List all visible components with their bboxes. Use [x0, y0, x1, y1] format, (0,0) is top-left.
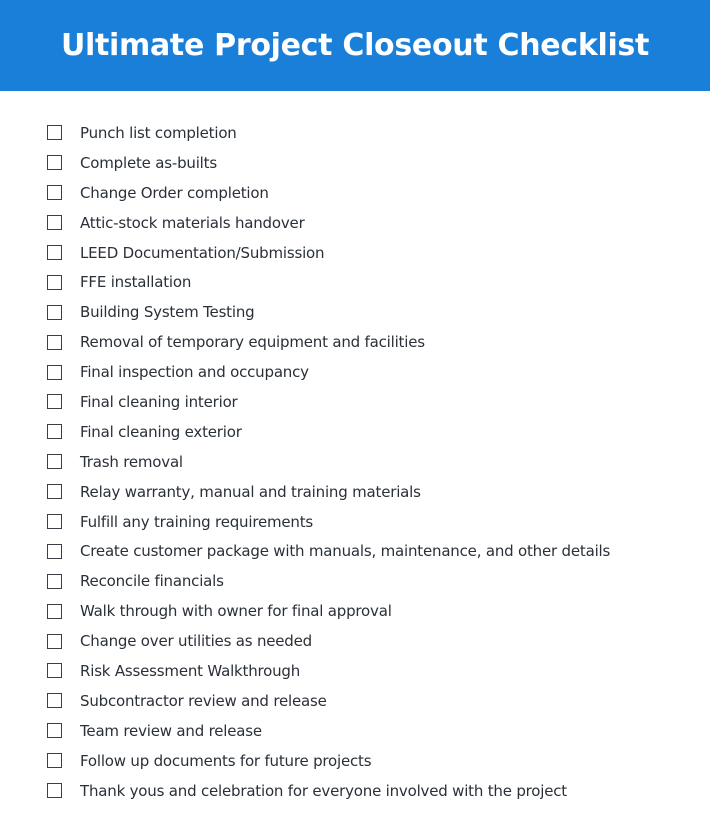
checklist-item-label: Create customer package with manuals, maintenance, and other details [80, 542, 611, 561]
checkbox[interactable] [47, 125, 62, 140]
checklist-item[interactable] [47, 297, 610, 327]
checklist-item[interactable] [47, 776, 610, 806]
checklist-item[interactable] [47, 208, 610, 238]
checkbox[interactable] [47, 783, 62, 798]
checkbox[interactable] [47, 424, 62, 439]
checklist-item[interactable] [47, 327, 610, 357]
checkbox[interactable] [47, 634, 62, 649]
checklist-item-label: Change Order completion [80, 183, 269, 202]
checklist-item-label: Complete as-builts [80, 153, 217, 172]
checklist-item-label: Team review and release [80, 721, 262, 740]
checkbox[interactable] [47, 514, 62, 529]
checklist-item[interactable] [47, 178, 610, 208]
checklist-item-label: Reconcile financials [80, 572, 224, 591]
checklist-item[interactable] [47, 536, 610, 566]
checklist-item[interactable] [47, 686, 610, 716]
checkbox[interactable] [47, 394, 62, 409]
checkbox[interactable] [47, 693, 62, 708]
checklist-item-label: Trash removal [80, 452, 183, 471]
checklist-item-label: Punch list completion [80, 123, 237, 142]
checklist-item[interactable] [47, 118, 610, 148]
checkbox[interactable] [47, 604, 62, 619]
checkbox[interactable] [47, 574, 62, 589]
checklist-item[interactable] [47, 417, 610, 447]
checklist-item-label: Fulfill any training requirements [80, 512, 314, 531]
checkbox[interactable] [47, 305, 62, 320]
checklist-item-label: Thank yous and celebration for everyone involved with the project [80, 781, 567, 800]
checkbox[interactable] [47, 185, 62, 200]
checklist-item[interactable] [47, 238, 610, 268]
checklist-item[interactable] [47, 477, 610, 507]
checklist-item-label: Change over utilities as needed [80, 632, 312, 651]
checkbox[interactable] [47, 215, 62, 230]
checklist-item[interactable] [47, 357, 610, 387]
checkbox[interactable] [47, 544, 62, 559]
checklist-item-label: Final cleaning interior [80, 392, 238, 411]
checklist-item[interactable] [47, 267, 610, 297]
checklist-item-label: Subcontractor review and release [80, 691, 327, 710]
checklist-item-label: Follow up documents for future projects [80, 751, 372, 770]
checklist-item[interactable] [47, 507, 610, 537]
checkbox[interactable] [47, 753, 62, 768]
checklist-item-label: Final cleaning exterior [80, 422, 242, 441]
checklist-item[interactable] [47, 447, 610, 477]
checkbox[interactable] [47, 155, 62, 170]
checklist-item-label: Relay warranty, manual and training materials [80, 482, 421, 501]
checklist-item[interactable] [47, 746, 610, 776]
checklist-item-label: Final inspection and occupancy [80, 363, 309, 382]
checklist-item-label: Walk through with owner for final approval [80, 602, 392, 621]
checkbox[interactable] [47, 723, 62, 738]
closeout-checklist [47, 118, 610, 805]
checkbox[interactable] [47, 335, 62, 350]
checkbox[interactable] [47, 454, 62, 469]
checkbox[interactable] [47, 275, 62, 290]
checklist-item[interactable] [47, 148, 610, 178]
checklist-item[interactable] [47, 387, 610, 417]
checklist-item[interactable] [47, 626, 610, 656]
checkbox[interactable] [47, 365, 62, 380]
checklist-item-label: Removal of temporary equipment and facilities [80, 333, 425, 352]
checklist-item[interactable] [47, 566, 610, 596]
checklist-item-label: Building System Testing [80, 303, 255, 322]
checkbox[interactable] [47, 484, 62, 499]
checklist-item-label: Risk Assessment Walkthrough [80, 661, 301, 680]
checklist-item-label: FFE installation [80, 273, 192, 292]
page-title: Ultimate Project Closeout Checklist [60, 28, 650, 63]
checklist-item-label: Attic-stock materials handover [80, 213, 305, 232]
checklist-item[interactable] [47, 596, 610, 626]
checklist-item[interactable] [47, 656, 610, 686]
checkbox[interactable] [47, 245, 62, 260]
checkbox[interactable] [47, 663, 62, 678]
header-banner [0, 0, 710, 91]
checklist-item-label: LEED Documentation/Submission [80, 243, 325, 262]
checklist-item[interactable] [47, 716, 610, 746]
